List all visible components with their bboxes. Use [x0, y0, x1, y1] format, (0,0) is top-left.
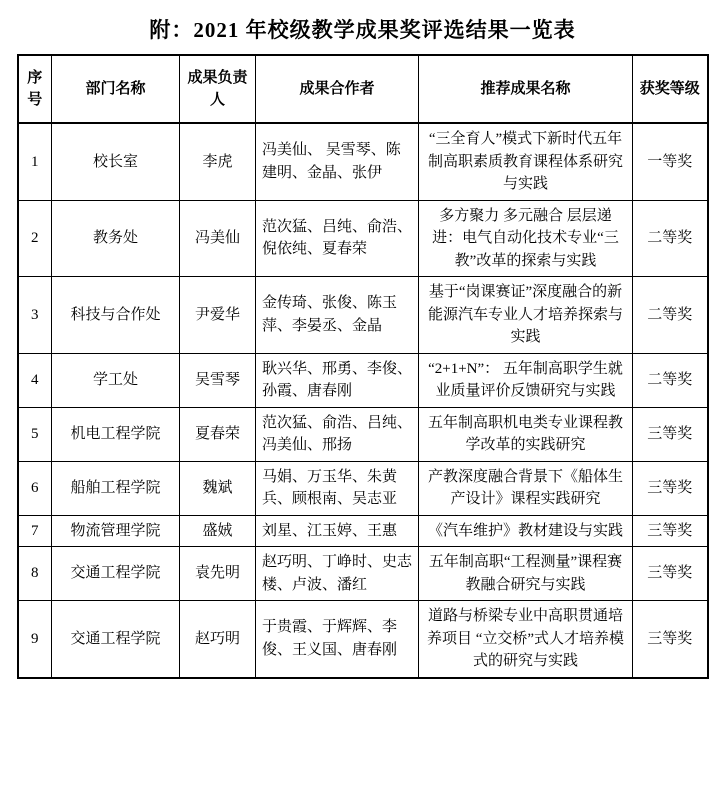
cell-no: 6 — [18, 461, 52, 515]
cell-award: 二等奖 — [633, 200, 708, 277]
cell-collaborators: 范次猛、俞浩、吕纯、冯美仙、邢扬 — [256, 407, 419, 461]
table-row — [18, 277, 708, 354]
header-department: 部门名称 — [52, 55, 180, 123]
cell-leader: 袁先明 — [180, 547, 256, 601]
cell-award: 三等奖 — [633, 407, 708, 461]
cell-title: 基于“岗课赛证”深度融合的新能源汽车专业人才培养探索与实践 — [419, 277, 633, 354]
table-row — [18, 547, 708, 601]
cell-award: 一等奖 — [633, 123, 708, 200]
cell-department: 物流管理学院 — [52, 515, 180, 547]
page-title: 附：2021 年校级教学成果奖评选结果一览表 — [149, 18, 576, 42]
table-row — [18, 123, 708, 200]
table-row — [18, 353, 708, 407]
header-award: 获奖等级 — [633, 55, 708, 123]
cell-collaborators: 金传琦、张俊、陈玉萍、李晏丞、金晶 — [256, 277, 419, 354]
header-no: 序号 — [18, 55, 52, 123]
table-row — [18, 407, 708, 461]
cell-no: 8 — [18, 547, 52, 601]
cell-collaborators: 冯美仙、 吴雪琴、陈建明、金晶、张伊 — [256, 123, 419, 200]
table-row — [18, 200, 708, 277]
cell-award: 二等奖 — [633, 353, 708, 407]
cell-award: 三等奖 — [633, 547, 708, 601]
cell-leader: 冯美仙 — [180, 200, 256, 277]
header-row — [18, 55, 708, 123]
header-title: 推荐成果名称 — [419, 55, 633, 123]
cell-department: 交通工程学院 — [52, 601, 180, 678]
cell-title: 五年制高职机电类专业课程教学改革的实践研究 — [419, 407, 633, 461]
cell-title: 产教深度融合背景下《船体生产设计》课程实践研究 — [419, 461, 633, 515]
cell-leader: 盛娀 — [180, 515, 256, 547]
cell-department: 交通工程学院 — [52, 547, 180, 601]
cell-no: 2 — [18, 200, 52, 277]
cell-department: 校长室 — [52, 123, 180, 200]
cell-no: 9 — [18, 601, 52, 678]
cell-no: 7 — [18, 515, 52, 547]
table-row — [18, 461, 708, 515]
cell-leader: 吴雪琴 — [180, 353, 256, 407]
table-row — [18, 515, 708, 547]
cell-department: 学工处 — [52, 353, 180, 407]
cell-title: 五年制高职“工程测量”课程赛教融合研究与实践 — [419, 547, 633, 601]
cell-leader: 赵巧明 — [180, 601, 256, 678]
cell-title: “2+1+N”： 五年制高职学生就业质量评价反馈研究与实践 — [419, 353, 633, 407]
header-collaborators: 成果合作者 — [256, 55, 419, 123]
cell-award: 三等奖 — [633, 601, 708, 678]
cell-collaborators: 于贵霞、于辉辉、李俊、王义国、唐春刚 — [256, 601, 419, 678]
cell-no: 4 — [18, 353, 52, 407]
cell-title: 道路与桥梁专业中高职贯通培养项目 “立交桥”式人才培养模式的研究与实践 — [419, 601, 633, 678]
cell-department: 机电工程学院 — [52, 407, 180, 461]
cell-title: 《汽车维护》教材建设与实践 — [419, 515, 633, 547]
cell-department: 船舶工程学院 — [52, 461, 180, 515]
cell-collaborators: 马娟、万玉华、朱黄兵、顾根南、吴志亚 — [256, 461, 419, 515]
cell-collaborators: 耿兴华、邢勇、李俊、孙霞、唐春刚 — [256, 353, 419, 407]
cell-leader: 李虎 — [180, 123, 256, 200]
cell-award: 二等奖 — [633, 277, 708, 354]
cell-title: 多方聚力 多元融合 层层递进：电气自动化技术专业“三教”改革的探索与实践 — [419, 200, 633, 277]
cell-title: “三全育人”模式下新时代五年制高职素质教育课程体系研究与实践 — [419, 123, 633, 200]
cell-collaborators: 范次猛、吕纯、俞浩、倪依纯、夏春荣 — [256, 200, 419, 277]
cell-department: 科技与合作处 — [52, 277, 180, 354]
results-table — [17, 54, 709, 679]
cell-leader: 夏春荣 — [180, 407, 256, 461]
cell-department: 教务处 — [52, 200, 180, 277]
cell-leader: 魏斌 — [180, 461, 256, 515]
cell-award: 三等奖 — [633, 515, 708, 547]
cell-no: 3 — [18, 277, 52, 354]
cell-award: 三等奖 — [633, 461, 708, 515]
cell-collaborators: 刘星、江玉婷、王惠 — [256, 515, 419, 547]
header-leader: 成果负责人 — [180, 55, 256, 123]
cell-collaborators: 赵巧明、丁峥时、史志楼、卢波、潘红 — [256, 547, 419, 601]
cell-no: 1 — [18, 123, 52, 200]
cell-leader: 尹爱华 — [180, 277, 256, 354]
table-row — [18, 601, 708, 678]
cell-no: 5 — [18, 407, 52, 461]
